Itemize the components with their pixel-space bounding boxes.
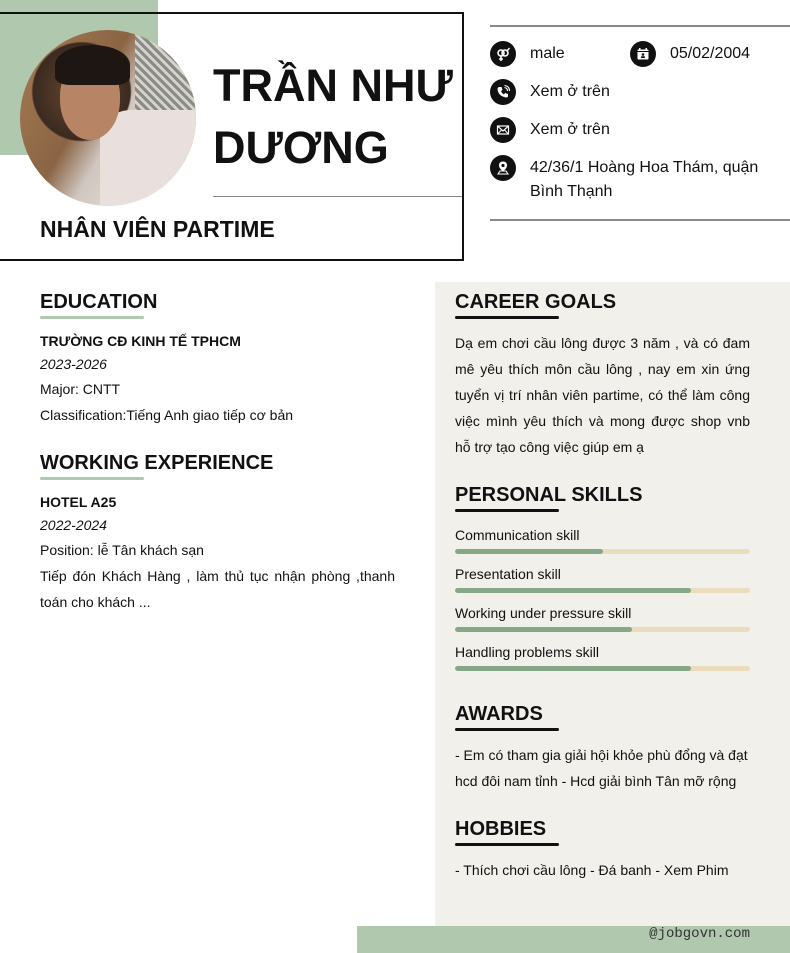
hobbies-text: - Thích chơi cầu lông - Đá banh - Xem Phim xyxy=(455,862,729,878)
avatar-hair xyxy=(55,45,130,85)
watermark: @jobgovn.com xyxy=(649,926,750,942)
skill-label: Communication skill xyxy=(455,527,580,543)
skill-bar-communication xyxy=(455,549,750,554)
address-value: 42/36/1 Hoàng Hoa Thám, quận Bình Thạnh xyxy=(530,159,759,200)
footer-bar xyxy=(357,926,790,953)
skill-bar-fill xyxy=(455,627,632,632)
skill-label: Presentation skill xyxy=(455,566,561,582)
phone-icon xyxy=(490,79,516,105)
awards-text: - Em có tham gia giải hội khỏe phù đổng và đạt hcd đôi nam tỉnh - Hcd giải bình Tân mỡ rộng xyxy=(455,747,748,789)
phone-value: Xem ở trên xyxy=(530,83,610,100)
gender-value: male xyxy=(530,45,565,62)
experience-company: HOTEL A25 xyxy=(40,494,117,510)
skill-label: Working under pressure skill xyxy=(455,605,632,621)
calendar-icon xyxy=(630,41,656,67)
name-line-2: DƯƠNG xyxy=(213,122,389,173)
experience-underline xyxy=(40,477,144,480)
experience-title: WORKING EXPERIENCE xyxy=(40,452,274,474)
career-goals-title: CAREER GOALS xyxy=(455,291,617,313)
education-title: EDUCATION xyxy=(40,291,158,313)
experience-period: 2022-2024 xyxy=(40,517,107,533)
skills-title: PERSONAL SKILLS xyxy=(455,484,643,506)
skill-bar-fill xyxy=(455,588,691,593)
divider xyxy=(213,196,462,197)
education-classification: Classification:Tiếng Anh giao tiếp cơ bản xyxy=(40,407,294,423)
contact-email xyxy=(490,118,610,143)
career-goals-underline xyxy=(455,316,559,319)
location-icon xyxy=(490,155,516,181)
job-title: NHÂN VIÊN PARTIME xyxy=(40,216,275,242)
skill-bar-presentation xyxy=(455,588,750,593)
experience-description: Tiếp đón Khách Hàng , làm thủ tục nhận phòng ,thanh toán cho khách ... xyxy=(40,568,395,610)
contact-address xyxy=(490,156,780,204)
education-underline xyxy=(40,316,144,319)
name-line-1: TRẦN NHƯ xyxy=(213,60,453,111)
experience-position: Position: lễ Tân khách sạn xyxy=(40,542,204,558)
skill-bar-pressure xyxy=(455,627,750,632)
birthday-value: 05/02/2004 xyxy=(670,45,751,62)
avatar xyxy=(20,30,196,206)
hobbies-underline xyxy=(455,843,559,846)
avatar-shirt xyxy=(100,110,196,206)
skills-underline xyxy=(455,509,559,512)
gender-icon xyxy=(490,41,516,67)
education-school: TRƯỜNG CĐ KINH TẾ TPHCM xyxy=(40,333,241,349)
contact-birthday xyxy=(630,42,750,67)
email-value: Xem ở trên xyxy=(530,121,610,138)
contact-top-divider xyxy=(490,25,790,27)
skill-bar-fill xyxy=(455,666,691,671)
career-goals-text: Dạ em chơi cầu lông được 3 năm , và có đam mê yêu thích môn cầu lông , nay em xin ứng tuyển vị trí nhân viên partime, có thể làm công việc mình yêu thích và mong được shop vnb hỗ trợ tạo công việc giúp em ạ xyxy=(455,335,750,455)
education-period: 2023-2026 xyxy=(40,356,107,372)
awards-title: AWARDS xyxy=(455,703,543,725)
hobbies-title: HOBBIES xyxy=(455,818,547,840)
education-major: Major: CNTT xyxy=(40,381,121,397)
skill-bar-problems xyxy=(455,666,750,671)
awards-underline xyxy=(455,728,559,731)
email-icon xyxy=(490,117,516,143)
contact-phone xyxy=(490,80,610,105)
contact-bottom-divider xyxy=(490,219,790,221)
skill-bar-fill xyxy=(455,549,603,554)
contact-gender xyxy=(490,42,565,67)
skill-label: Handling problems skill xyxy=(455,644,599,660)
candidate-name xyxy=(213,55,458,179)
